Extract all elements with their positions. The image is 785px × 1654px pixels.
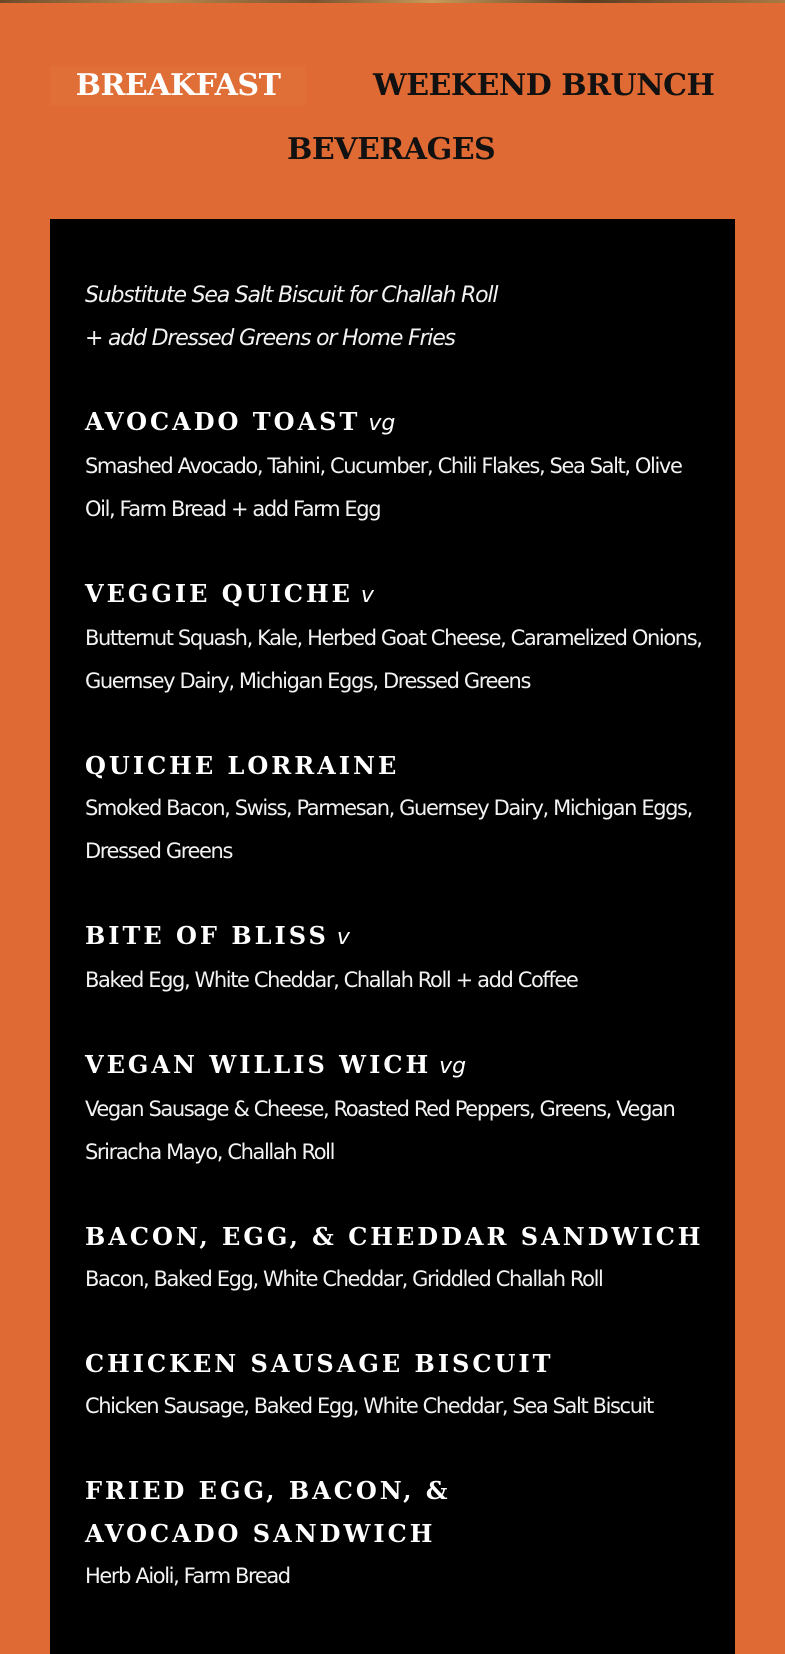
menu-item-description: Baked Egg, White Cheddar, Challah Roll + add Coffee (85, 968, 578, 992)
menu-item-chicken-sausage-biscuit (85, 1342, 715, 1428)
menu-item-title (85, 1043, 715, 1088)
menu-item-title (85, 744, 715, 787)
menu-item-title (85, 1469, 585, 1555)
menu-item-name: VEGAN WILLIS WICH (85, 1050, 432, 1079)
menu-item-description: Smoked Bacon, Swiss, Parmesan, Guernsey Dairy, Michigan Eggs, Dressed Greens (85, 796, 692, 863)
header-photo-strip (0, 0, 785, 3)
menu-item-veggie-quiche (85, 572, 715, 703)
menu-item-name: AVOCADO TOAST (85, 407, 361, 436)
menu-item-name: VEGGIE QUICHE (85, 579, 353, 608)
menu-item-name: QUICHE LORRAINE (85, 751, 400, 780)
menu-item-name: FRIED EGG, BACON, & AVOCADO SANDWICH (85, 1476, 451, 1548)
menu-panel (50, 219, 735, 1654)
tab-breakfast[interactable]: BREAKFAST (50, 66, 306, 106)
menu-content (85, 274, 715, 1639)
menu-item-description: Butternut Squash, Kale, Herbed Goat Cheese, Caramelized Onions, Guernsey Dairy, Michigan Eggs, Dressed Greens (85, 626, 702, 693)
menu-item-vegan-willis-wich (85, 1043, 715, 1174)
menu-item-description: Bacon, Baked Egg, White Cheddar, Griddled Challah Roll (85, 1267, 603, 1291)
menu-item-title (85, 572, 715, 617)
menu-item-bite-of-bliss (85, 914, 715, 1002)
diet-tag: v (336, 925, 350, 950)
menu-item-title (85, 1215, 715, 1258)
menu-item-description: Smashed Avocado, Tahini, Cucumber, Chili Flakes, Sea Salt, Olive Oil, Farm Bread + add Farm Egg (85, 454, 682, 521)
menu-notes (85, 274, 715, 360)
menu-note: + add Dressed Greens or Home Fries (85, 326, 455, 351)
menu-item-bacon-egg-cheddar-sandwich (85, 1215, 715, 1301)
menu-item-title (85, 1342, 715, 1385)
menu-item-name: CHICKEN SAUSAGE BISCUIT (85, 1349, 554, 1378)
menu-item-description: Vegan Sausage & Cheese, Roasted Red Peppers, Greens, Vegan Sriracha Mayo, Challah Roll (85, 1097, 675, 1164)
menu-item-name: BACON, EGG, & CHEDDAR SANDWICH (85, 1222, 704, 1251)
menu-item-fried-egg-bacon-avocado-sandwich (85, 1469, 715, 1598)
menu-item-quiche-lorraine (85, 744, 715, 873)
menu-item-description: Chicken Sausage, Baked Egg, White Cheddar, Sea Salt Biscuit (85, 1394, 653, 1418)
diet-tag: vg (368, 411, 396, 436)
diet-tag: v (360, 583, 374, 608)
tab-weekend-brunch[interactable]: WEEKEND BRUNCH (373, 68, 715, 103)
menu-item-description: Herb Aioli, Farm Bread (85, 1564, 290, 1588)
menu-item-avocado-toast (85, 400, 715, 531)
tab-beverages[interactable]: BEVERAGES (287, 132, 496, 167)
menu-item-title (85, 400, 715, 445)
menu-note: Substitute Sea Salt Biscuit for Challah Roll (85, 283, 498, 308)
diet-tag: vg (439, 1054, 467, 1079)
menu-item-name: BITE OF BLISS (85, 921, 329, 950)
menu-item-title (85, 914, 715, 959)
